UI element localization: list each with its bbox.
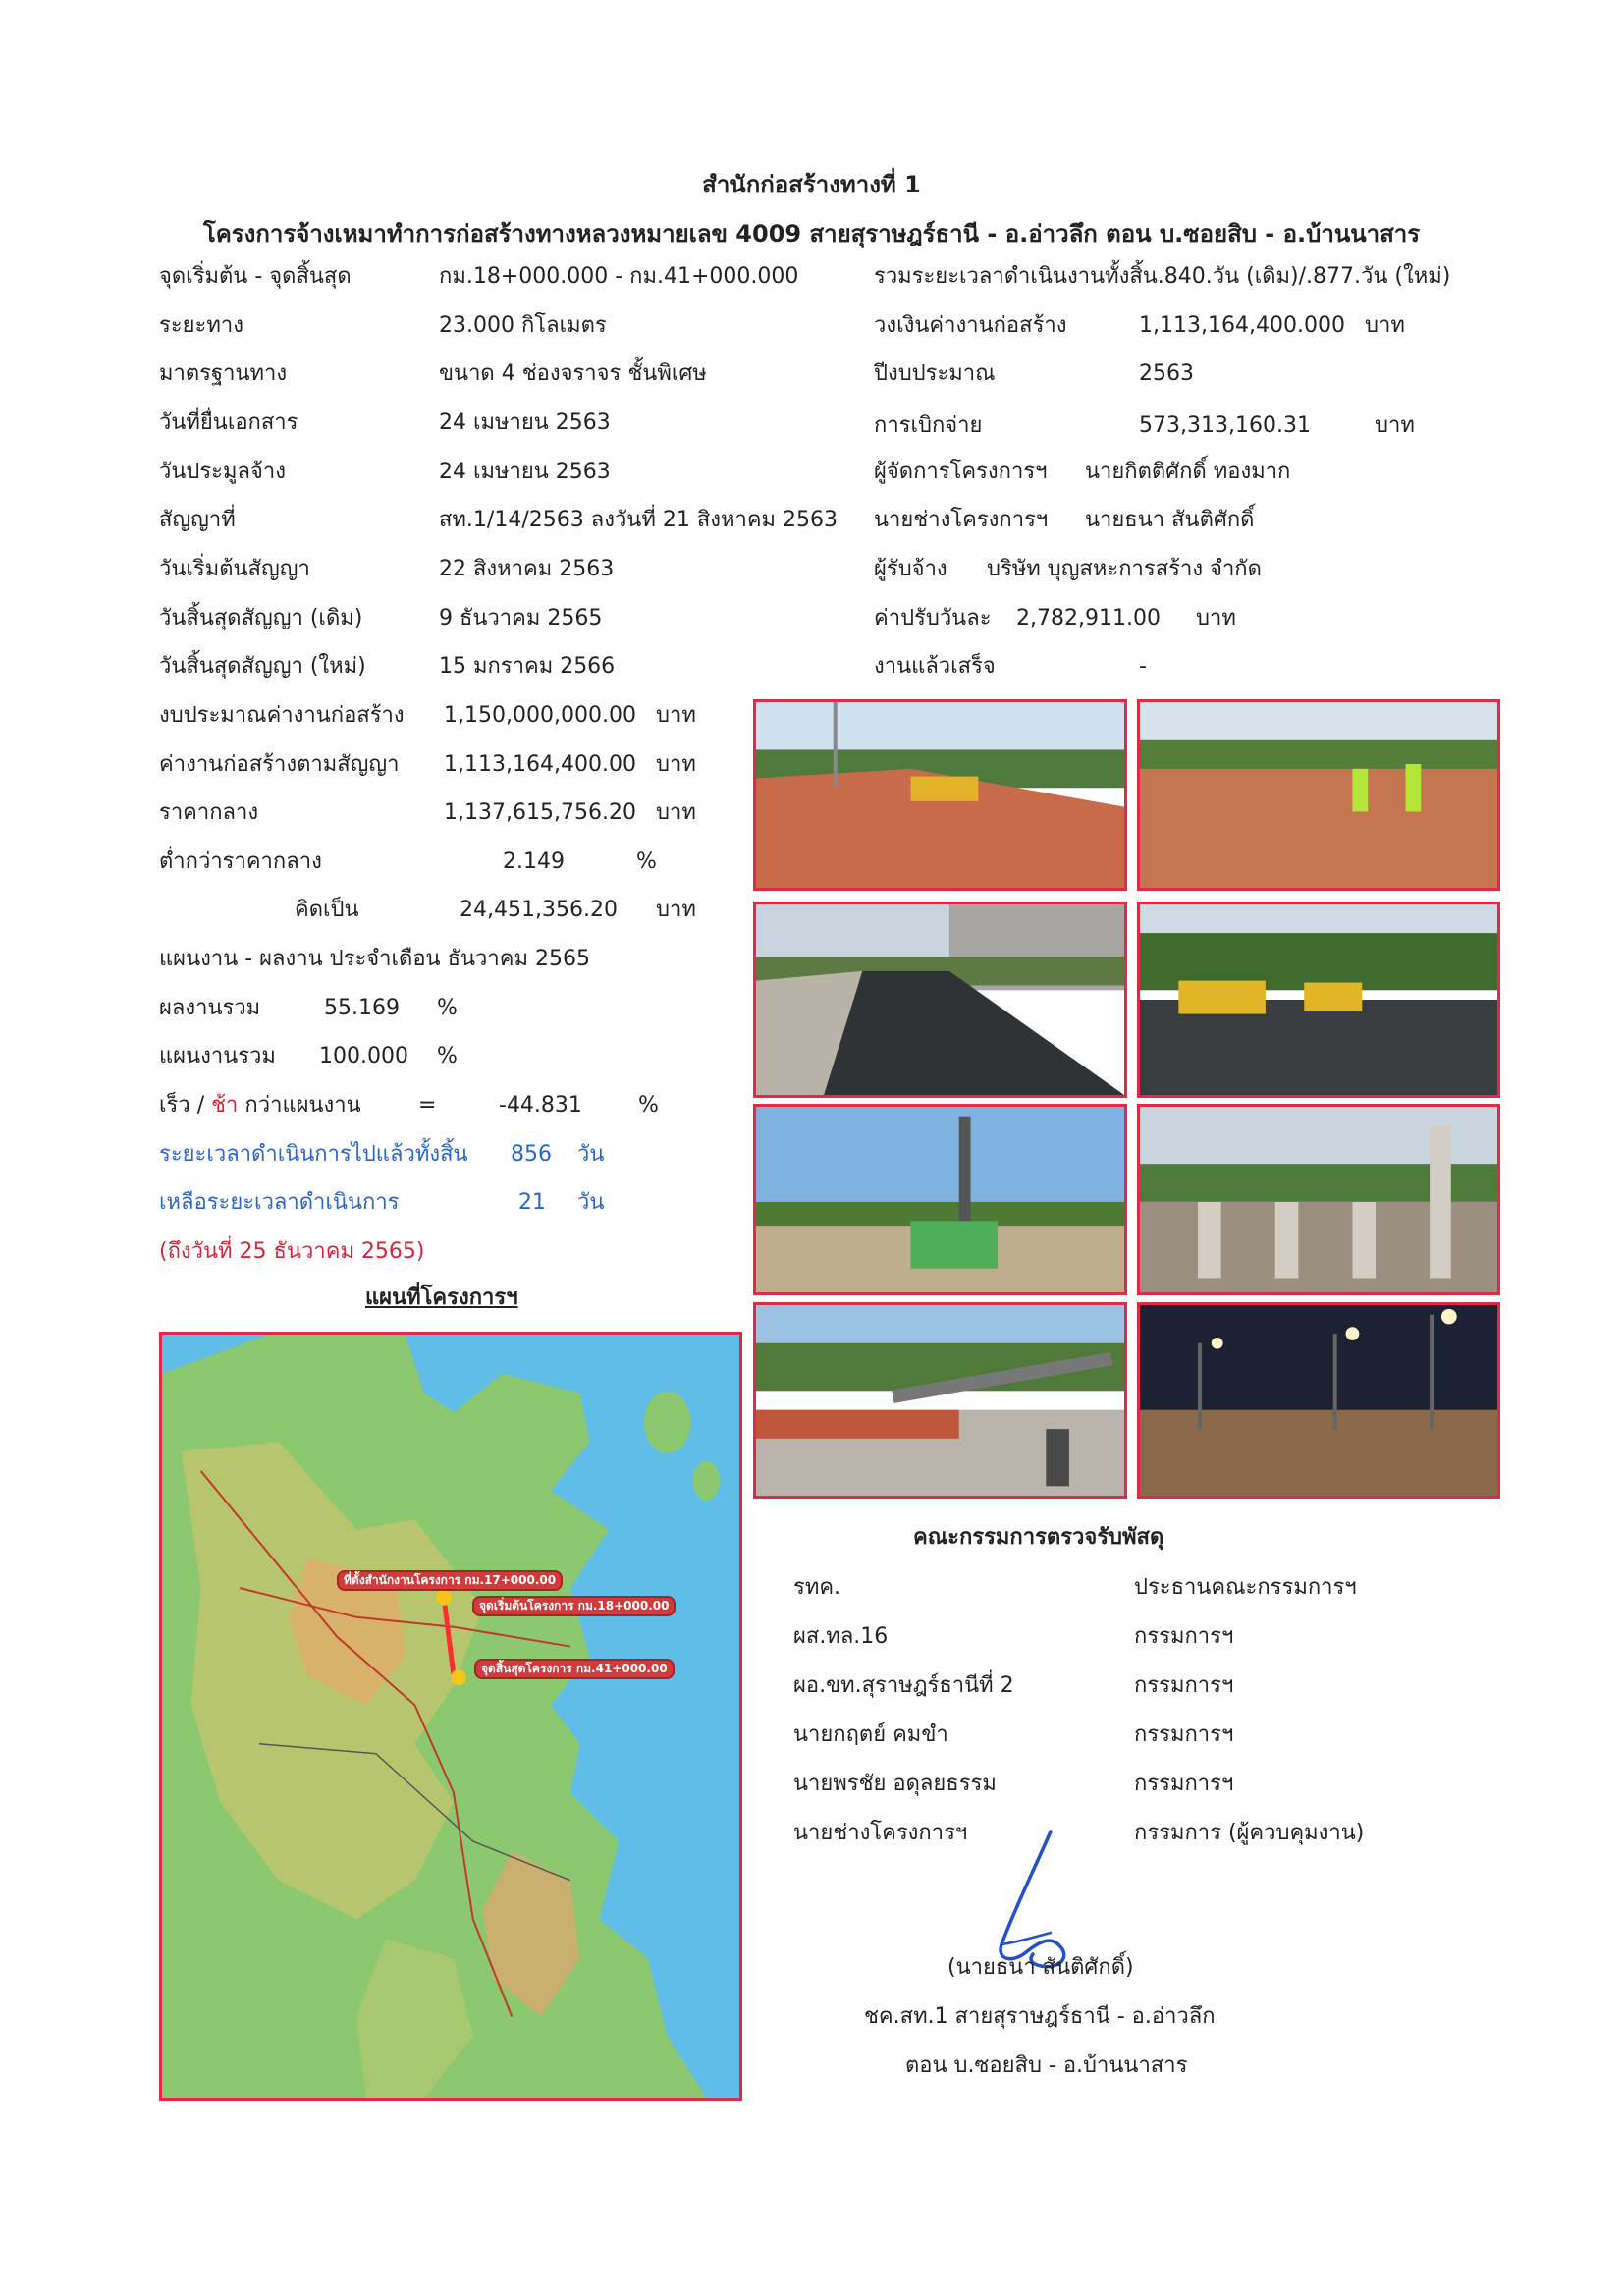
elapsed-label: ระยะเวลาดำเนินการไปแล้วทั้งสิ้น [159,1142,468,1167]
committee-member-name: นายกฤตย์ คมขำ [793,1722,948,1747]
budget-value: 24,451,356.20 [460,898,618,922]
info-value: 23.000 กิโลเมตร [439,313,607,338]
project-map [159,1332,742,2101]
committee-member-name: นายช่างโครงการฯ [793,1821,968,1845]
photo-pile-driver [753,1104,1127,1295]
budget-value: 1,137,615,756.20 [444,800,636,825]
map-title: แผนที่โครงการฯ [365,1285,518,1310]
info-value: 24 เมษายน 2563 [439,460,611,484]
info-label: วันประมูลจ้าง [159,460,286,484]
info-label: งานแล้วเสร็จ [874,654,996,679]
signer-title-line1: ชค.สท.1 สายสุราษฎร์ธานี - อ.อ่าวลึก [864,2004,1216,2029]
budget-label: งบประมาณค่างานก่อสร้าง [159,703,405,728]
elapsed-value: 856 [511,1142,552,1167]
signer-name: (นายธนา สันติศักดิ์) [947,1955,1134,1980]
fast-label: เร็ว [159,1093,190,1118]
committee-member-role: กรรมการฯ [1134,1624,1234,1649]
budget-label: ค่างานก่อสร้างตามสัญญา [159,752,400,777]
project-title: โครงการจ้างเหมาทำการก่อสร้างทางหลวงหมายเลข 4009 สายสุราษฎร์ธานี - อ.อ่าวลึก ตอน บ.ซอยสิบ - อ.บ้านนาสาร [202,220,1421,247]
budget-label: คิดเป็น [295,898,359,922]
slow-label: ช้า [211,1093,239,1118]
handwritten-signature [982,1827,1090,1974]
info-label: ผู้รับจ้าง [874,557,947,581]
committee-member-role: กรรมการ (ผู้ควบคุมงาน) [1134,1821,1365,1845]
as-of-date: (ถึงวันที่ 25 ธันวาคม 2565) [159,1239,425,1264]
slash: / [196,1093,205,1118]
photo-bridge-piers [1137,1104,1500,1295]
info-label: สัญญาที่ [159,508,236,532]
info-value: 9 ธันวาคม 2565 [439,606,603,630]
plan-label: แผนงานรวม [159,1044,276,1068]
budget-unit: บาท [656,703,696,728]
remaining-value: 21 [518,1190,546,1215]
photo-paving-machines [1137,902,1500,1098]
photo-asphalt-road [753,902,1127,1098]
info-label: วันสิ้นสุดสัญญา (ใหม่) [159,654,366,679]
info-label: ค่าปรับวันละ [874,606,992,630]
info-label: จุดเริ่มต้น - จุดสิ้นสุด [159,264,352,289]
budget-value: 1,150,000,000.00 [444,703,636,728]
remaining-unit: วัน [577,1190,605,1215]
photo-road-roller [753,699,1127,891]
equals-sign: = [418,1093,437,1118]
plan-unit: % [437,1044,458,1068]
progress-title: แผนงาน - ผลงาน ประจำเดือน ธันวาคม 2565 [159,947,590,971]
committee-member-name: ผอ.ขท.สุราษฎร์ธานีที่ 2 [793,1673,1014,1698]
committee-member-role: กรรมการฯ [1134,1722,1234,1747]
info-label: วันเริ่มต้นสัญญา [159,557,310,581]
budget-unit: บาท [656,800,696,825]
signer-title-line2: ตอน บ.ซอยสิบ - อ.บ้านนาสาร [905,2053,1188,2078]
info-label: ระยะทาง [159,313,243,338]
committee-member-name: นายพรชัย อดุลยธรรม [793,1772,997,1796]
diff-value: -44.831 [499,1093,582,1118]
diff-label: กว่าแผนงาน [244,1093,361,1118]
budget-value: 1,113,164,400.00 [444,752,636,777]
office-title: สำนักก่อสร้างทางที่ 1 [702,171,921,198]
plan-value: 100.000 [319,1044,408,1068]
elapsed-unit: วัน [577,1142,605,1167]
info-value: 24 เมษายน 2563 [439,410,611,435]
diff-unit: % [638,1093,659,1118]
info-unit: บาท [1365,313,1405,338]
info-label: รวมระยะเวลาดำเนินงานทั้งสิ้น.840.วัน (เดิม)/.877.วัน (ใหม่) [874,264,1451,289]
info-unit: บาท [1196,606,1236,630]
budget-value: 2.149 [503,849,565,874]
info-value: นายธนา สันติศักดิ์ [1085,508,1255,532]
info-label: วงเงินค่างานก่อสร้าง [874,313,1067,338]
info-label: มาตรฐานทาง [159,361,288,386]
actual-unit: % [437,996,458,1020]
info-value: บริษัท บุญสหะการสร้าง จำกัด [987,557,1262,581]
pin-end-label: จุดสิ้นสุดโครงการ กม.41+000.00 [474,1659,675,1679]
info-label: การเบิกจ่าย [874,413,983,438]
budget-unit: บาท [656,752,696,777]
committee-member-name: รทค. [793,1575,841,1600]
info-value: กม.18+000.000 - กม.41+000.000 [439,264,799,289]
committee-member-role: กรรมการฯ [1134,1772,1234,1796]
info-unit: บาท [1375,413,1415,438]
photo-night-street-lights [1137,1302,1500,1499]
info-label: ปีงบประมาณ [874,361,996,386]
info-value: 2,782,911.00 [1016,606,1161,630]
info-label: วันสิ้นสุดสัญญา (เดิม) [159,606,363,630]
photo-surveyors [1137,699,1500,891]
info-label: วันที่ยื่นเอกสาร [159,410,298,435]
info-value: 573,313,160.31 [1139,413,1311,438]
info-value: - [1139,654,1147,679]
info-value: 2563 [1139,361,1194,386]
info-value: สท.1/14/2563 ลงวันที่ 21 สิงหาคม 2563 [439,508,839,532]
info-label: ผู้จัดการโครงการฯ [874,460,1048,484]
remaining-label: เหลือระยะเวลาดำเนินการ [159,1190,400,1215]
pin-office-label: ที่ตั้งสำนักงานโครงการ กม.17+000.00 [337,1570,563,1591]
pin-start-label: จุดเริ่มต้นโครงการ กม.18+000.00 [472,1596,676,1616]
photo-concrete-pouring [753,1302,1127,1499]
actual-label: ผลงานรวม [159,996,261,1020]
committee-member-name: ผส.ทล.16 [793,1624,889,1649]
committee-member-role: ประธานคณะกรรมการฯ [1134,1575,1357,1600]
budget-label: ราคากลาง [159,800,259,825]
info-label: นายช่างโครงการฯ [874,508,1049,532]
committee-title: คณะกรรมการตรวจรับพัสดุ [913,1525,1164,1550]
info-value: 1,113,164,400.000 [1139,313,1345,338]
budget-label: ต่ำกว่าราคากลาง [159,849,322,874]
budget-unit: บาท [656,898,696,922]
info-value: ขนาด 4 ช่องจราจร ชั้นพิเศษ [439,361,707,386]
committee-member-role: กรรมการฯ [1134,1673,1234,1698]
info-value: 22 สิงหาคม 2563 [439,557,615,581]
info-value: 15 มกราคม 2566 [439,654,616,679]
actual-value: 55.169 [324,996,400,1020]
map-graphic [162,1335,739,2098]
budget-unit: % [636,849,657,874]
info-value: นายกิตติศักดิ์ ทองมาก [1085,460,1291,484]
